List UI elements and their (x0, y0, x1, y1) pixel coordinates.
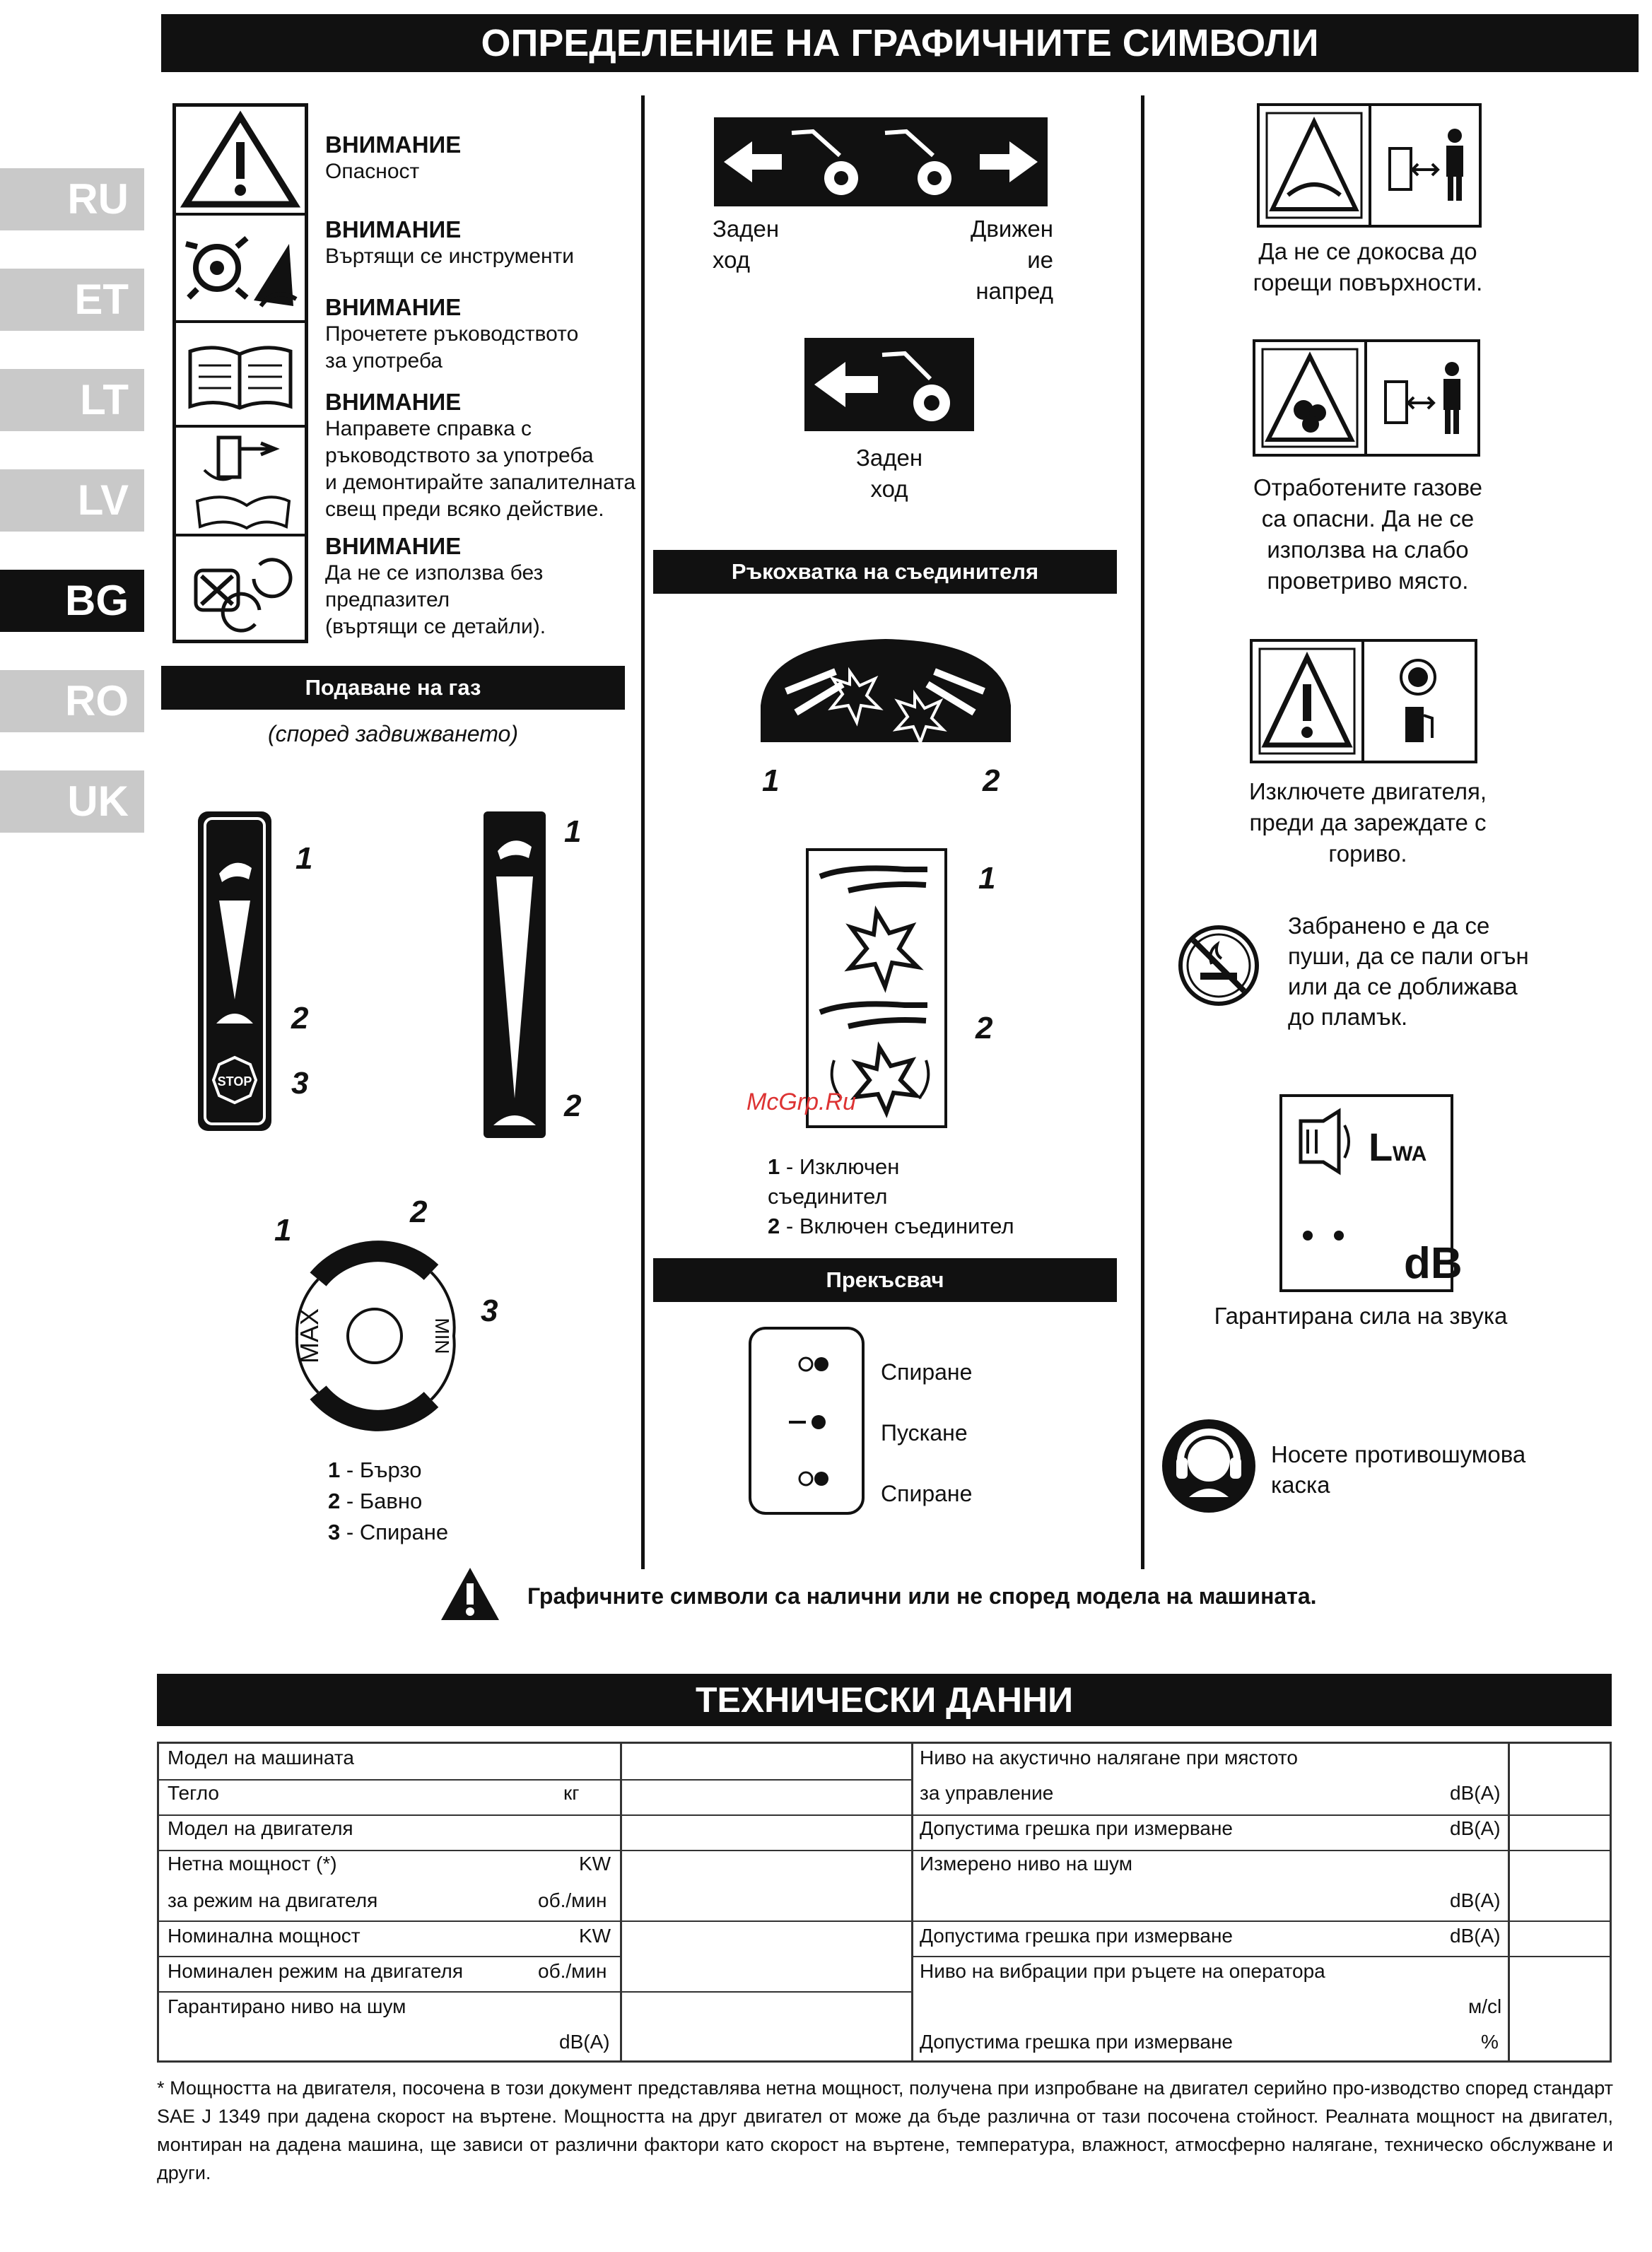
column-divider (1141, 95, 1144, 1569)
clutch-marker: 1 (762, 763, 780, 798)
throttle-marker: 1 (295, 841, 313, 876)
manual-book-icon (176, 323, 305, 428)
tech-label: Допустима грешка при измерване (920, 1925, 1233, 1947)
throttle-heading: Подаване на газ (161, 666, 625, 710)
ear-protection-icon (1161, 1418, 1257, 1514)
tab-lv[interactable] (0, 469, 144, 532)
direction-forward-reverse-icon (714, 117, 1048, 206)
forward-caption: Движен ие напред (971, 216, 1053, 304)
dial-marker: 3 (481, 1294, 498, 1328)
ear-protection-caption: Носете противошумова каска (1271, 1441, 1526, 1498)
clutch-states-icon (806, 848, 947, 1128)
tech-unit: dB(A) (1450, 1782, 1501, 1804)
clutch-legend: 1 - Изключен съединител 2 - Включен съединител (768, 1154, 1014, 1238)
model-note-warning-icon (438, 1565, 502, 1623)
tech-unit: кг (563, 1782, 580, 1804)
stop-label: STOP (217, 1074, 252, 1089)
tab-lt-label: LT (80, 376, 129, 423)
legend-num: 1 (328, 1458, 341, 1482)
tech-label: Допустима грешка при измерване (920, 2031, 1233, 2053)
warning-title: ВНИМАНИЕ (325, 533, 462, 559)
tech-label: за режим на двигателя (168, 1889, 378, 1911)
model-note: Графичните символи са налични или не според модела на машината. (527, 1583, 1317, 1609)
warning-text: Прочетете ръководството за употреба (325, 322, 579, 373)
stop-engine-refuel-caption: Изключете двигателя, преди да зареждате с гориво. (1248, 778, 1487, 867)
warning-title: ВНИМАНИЕ (325, 294, 462, 320)
tech-label: Измерено ниво на шум (920, 1853, 1132, 1875)
tech-table (157, 1742, 1612, 2063)
footnote: * Мощността на двигателя, посочена в този документ представлява нетна мощност, получена при изпробване на двигател серийно про-изводство според стандарт SAE J 1349 при дадена скорост на въртене. Мощността на друг двигател от може да бъде различна от тази посочена стойност. Реалната мощност на двигател, монтиран на дадена машина, ще зависи от различни фактори като скорост на въртене, температура, влажност, атмосферно налягане, техническо обслужване и други. (157, 2077, 1613, 2183)
watermark: McGrp.Ru (746, 1089, 856, 1115)
throttle-legend: 1 - Бързо 2 - Бавно 3 - Спиране (328, 1458, 449, 1544)
tab-ru[interactable] (0, 168, 144, 230)
no-smoking-icon (1176, 923, 1261, 1008)
reverse-only-caption: Заден ход (855, 445, 923, 502)
throttle-marker: 3 (291, 1066, 309, 1101)
clutch-marker: 1 (978, 861, 996, 896)
tech-unit: об./мин (538, 1960, 607, 1982)
throttle-lever-with-stop (195, 809, 274, 1134)
tech-unit: % (1481, 2031, 1499, 2053)
spark-plug-manual-icon (176, 428, 305, 536)
lwa-suffix: WA (1393, 1142, 1427, 1166)
legend-text: Изключен съединител (768, 1154, 900, 1209)
rotating-tools-icon (176, 216, 305, 323)
clutch-heading: Ръкохватка на съединителя (653, 550, 1117, 594)
warning-text: Да не се използва без предпазител (въртящи се детайли). (325, 561, 546, 638)
tab-ru-label: RU (67, 175, 129, 223)
tech-unit: dB(A) (1450, 1817, 1501, 1839)
tech-unit: KW (579, 1853, 611, 1875)
tech-label: Модел на машината (168, 1747, 354, 1769)
tab-ro-label: RO (65, 677, 129, 725)
tech-label: Нетна мощност (*) (168, 1853, 337, 1875)
switch-heading: Прекъсвач (653, 1258, 1117, 1302)
hot-surfaces-caption: Да не се докосва до горещи повърхности. (1253, 238, 1483, 295)
exhaust-gases-caption: Отработените газове са опасни. Да не се използва на слабо проветриво място. (1253, 474, 1482, 594)
throttle-dial (269, 1230, 481, 1442)
tech-label: Тегло (168, 1782, 219, 1804)
sound-power-caption: Гарантирана сила на звука (1214, 1303, 1508, 1329)
no-guard-icon (176, 536, 305, 645)
warning-title: ВНИМАНИЕ (325, 389, 462, 415)
throttle-marker: 1 (564, 814, 582, 849)
direction-reverse-icon (804, 338, 974, 431)
warning-title: ВНИМАНИЕ (325, 216, 462, 242)
clutch-marker: 2 (976, 1011, 993, 1045)
exhaust-gases-icon (1253, 339, 1480, 457)
no-smoking-caption: Забранено е да се пуши, да се пали огън или да се доближава до пламък. (1288, 913, 1529, 1030)
warning-text: Направете справка с ръководството за употреба и демонтирайте запалителната свещ преди всяко действие. (325, 417, 636, 521)
tab-uk[interactable] (0, 770, 144, 833)
warning-icon-strip (172, 103, 308, 643)
switch-state-stop: Спиране (881, 1481, 973, 1506)
legend-text: Включен съединител (799, 1214, 1014, 1238)
stop-engine-refuel-icon (1250, 639, 1477, 763)
throttle-marker: 2 (291, 1001, 309, 1036)
tab-lv-label: LV (77, 476, 129, 524)
warning-text: Въртящи се инструменти (325, 245, 575, 268)
lwa-label: L (1369, 1125, 1393, 1169)
switch-states (881, 1342, 972, 1524)
warning-item (325, 294, 636, 375)
dial-marker: 1 (274, 1213, 292, 1248)
tech-unit: м/сl (1468, 1995, 1502, 2017)
tab-bg[interactable] (0, 570, 144, 632)
clutch-lever-icon (758, 635, 1014, 745)
tab-bg-label: BG (65, 577, 129, 624)
legend-num: 1 (768, 1154, 780, 1179)
tech-label: Допустима грешка при измерване (920, 1817, 1233, 1839)
throttle-marker: 2 (564, 1089, 582, 1123)
tech-label: Модел на двигателя (168, 1817, 353, 1839)
tech-unit: KW (579, 1925, 611, 1947)
ignition-switch-icon (748, 1326, 865, 1515)
switch-state-start: Пускане (881, 1420, 968, 1445)
tech-label: за управление (920, 1782, 1054, 1804)
tab-uk-label: UK (67, 778, 129, 825)
db-label: dB (1404, 1239, 1463, 1288)
legend-text: Бързо (359, 1458, 422, 1482)
tech-label: Ниво на акустично налягане при мястото (920, 1747, 1298, 1769)
legend-text: Бавно (359, 1489, 423, 1513)
legend-num: 2 (328, 1489, 341, 1513)
tech-unit: dB(A) (1450, 1889, 1501, 1911)
tech-heading: ТЕХНИЧЕСКИ ДАННИ (157, 1674, 1612, 1726)
tech-unit: об./мин (538, 1889, 607, 1911)
warning-item (325, 216, 636, 270)
dial-marker: 2 (410, 1195, 428, 1229)
tab-lt[interactable] (0, 369, 144, 431)
tab-ro[interactable] (0, 670, 144, 732)
sound-power-icon (1279, 1094, 1463, 1292)
warning-item (325, 389, 636, 523)
column-divider (641, 95, 645, 1569)
tech-label: Номинален режим на двигателя (168, 1960, 463, 1982)
dial-min-label: MIN (431, 1318, 453, 1354)
legend-num: 3 (328, 1520, 341, 1544)
reverse-caption: Заден ход (713, 216, 780, 273)
tab-et[interactable] (0, 269, 144, 331)
page-title: ОПРЕДЕЛЕНИЕ НА ГРАФИЧНИТЕ СИМВОЛИ (161, 14, 1639, 72)
dial-max-label: MAX (295, 1308, 324, 1364)
hot-surfaces-icon (1257, 103, 1482, 228)
tech-unit: dB(A) (559, 2031, 610, 2053)
warning-text: Опасност (325, 160, 420, 183)
clutch-marker: 2 (983, 763, 1000, 798)
tech-left-values (620, 1744, 913, 2060)
legend-num: 2 (768, 1214, 780, 1238)
tab-et-label: ET (74, 276, 129, 323)
tech-unit: dB(A) (1450, 1925, 1501, 1947)
warning-item (325, 533, 636, 640)
switch-state-stop: Спиране (881, 1359, 973, 1385)
warning-triangle-icon (176, 107, 305, 216)
throttle-subheading: (според задвижването) (268, 721, 518, 746)
tech-label: Ниво на вибрации при ръцете на оператора (920, 1960, 1325, 1982)
warning-item (325, 131, 636, 185)
warning-title: ВНИМАНИЕ (325, 131, 462, 158)
tech-label: Номинална мощност (168, 1925, 361, 1947)
legend-text: Спиране (359, 1520, 449, 1544)
tech-label: Гарантирано ниво на шум (168, 1995, 406, 2017)
throttle-lever (481, 809, 549, 1141)
